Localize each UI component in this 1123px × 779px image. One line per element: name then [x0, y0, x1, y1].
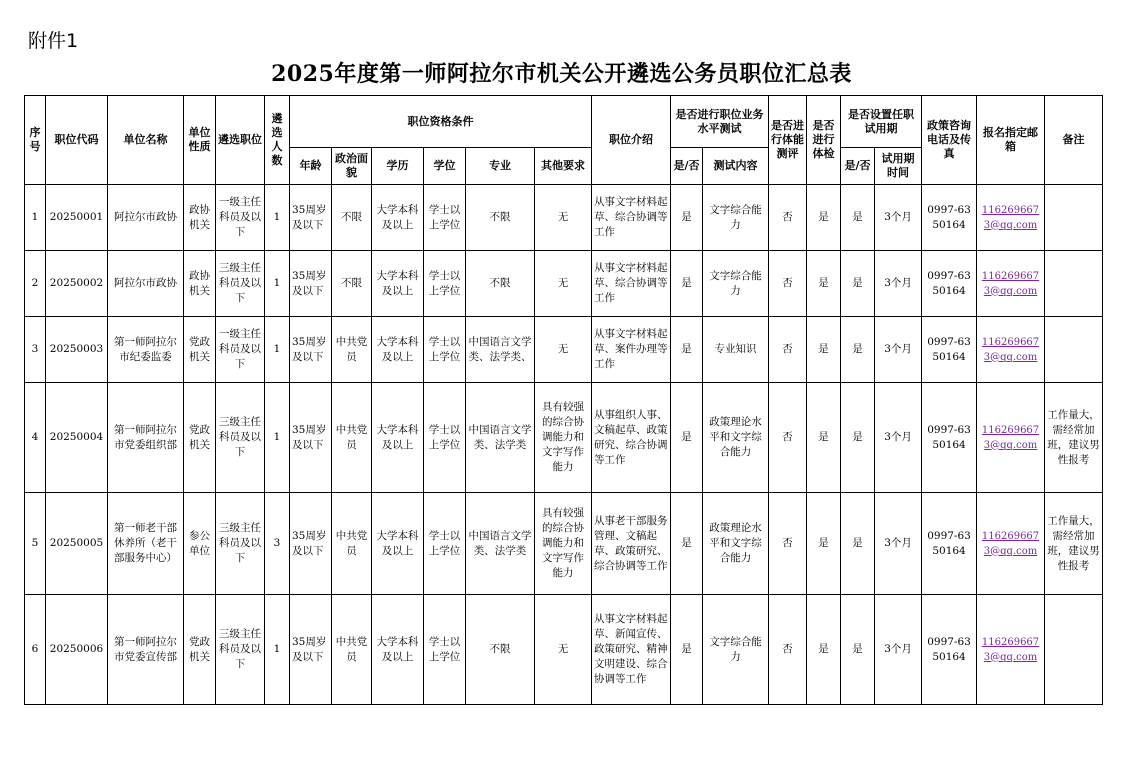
cell-probation: 是: [841, 493, 875, 595]
cell-seq: 4: [25, 383, 46, 493]
header-exam-group: 是否进行职位业务水平测试: [671, 96, 769, 148]
cell-seq: 2: [25, 251, 46, 317]
cell-notes: [1045, 595, 1103, 705]
header-position: 遴选职位: [216, 96, 265, 185]
cell-email: [977, 493, 1045, 595]
cell-major: 不限: [466, 185, 535, 251]
header-phone: 政策咨询电话及传真: [922, 96, 977, 185]
cell-position: 一级主任科员及以下: [216, 185, 265, 251]
cell-education: 大学本科及以上: [372, 493, 424, 595]
header-unit-name: 单位名称: [108, 96, 184, 185]
cell-period: 3个月: [875, 383, 922, 493]
cell-code: 20250001: [46, 185, 108, 251]
cell-count: 1: [265, 383, 290, 493]
table-row: [25, 185, 1103, 251]
cell-exam: 是: [671, 251, 703, 317]
cell-notes: [1045, 251, 1103, 317]
cell-intro: 从事组织人事、文稿起草、政策研究、综合协调等工作: [592, 383, 671, 493]
email-link[interactable]: 1162696673@qq.com: [981, 270, 1040, 297]
attachment-label: 附件1: [28, 30, 79, 52]
header-email: 报名指定邮箱: [977, 96, 1045, 185]
cell-unit: 第一师阿拉尔市纪委监委: [108, 317, 184, 383]
page-title: 2025年度第一师阿拉尔市机关公开遴选公务员职位汇总表: [271, 61, 852, 87]
cell-exam-content: 政策理论水平和文字综合能力: [703, 383, 769, 493]
cell-political: 中共党员: [332, 383, 372, 493]
cell-fitness: 否: [769, 251, 807, 317]
cell-major: 中国语言文学类、法学类: [466, 493, 535, 595]
cell-code: 20250005: [46, 493, 108, 595]
cell-major: 不限: [466, 595, 535, 705]
cell-other: 具有较强的综合协调能力和文字写作能力: [535, 493, 592, 595]
cell-education: 大学本科及以上: [372, 595, 424, 705]
header-physical: 是否进行体检: [807, 96, 841, 185]
cell-exam: 是: [671, 595, 703, 705]
cell-position: 三级主任科员及以下: [216, 595, 265, 705]
cell-exam-content: 专业知识: [703, 317, 769, 383]
header-intro: 职位介绍: [592, 96, 671, 185]
cell-exam-content: 文字综合能力: [703, 251, 769, 317]
cell-intro: 从事老干部服务管理、文稿起草、政策研究、综合协调等工作: [592, 493, 671, 595]
cell-unit: 第一师老干部休养所（老干部服务中心）: [108, 493, 184, 595]
cell-phone: 0997-6350164: [922, 185, 977, 251]
header-unit-type: 单位性质: [184, 96, 216, 185]
cell-other: 具有较强的综合协调能力和文字写作能力: [535, 383, 592, 493]
cell-period: 3个月: [875, 251, 922, 317]
cell-probation: 是: [841, 595, 875, 705]
cell-political: 中共党员: [332, 493, 372, 595]
header-notes: 备注: [1045, 96, 1103, 185]
header-probation-yn: 是/否: [841, 148, 875, 185]
email-link[interactable]: 1162696673@qq.com: [981, 636, 1040, 663]
cell-probation: 是: [841, 185, 875, 251]
cell-exam-content: 政策理论水平和文字综合能力: [703, 493, 769, 595]
cell-education: 大学本科及以上: [372, 185, 424, 251]
cell-position: 三级主任科员及以下: [216, 251, 265, 317]
cell-physical: 是: [807, 185, 841, 251]
cell-age: 35周岁及以下: [290, 595, 332, 705]
cell-count: 1: [265, 317, 290, 383]
cell-degree: 学士以上学位: [424, 251, 466, 317]
cell-notes: [1045, 317, 1103, 383]
cell-count: 1: [265, 595, 290, 705]
cell-fitness: 否: [769, 493, 807, 595]
cell-degree: 学士以上学位: [424, 595, 466, 705]
cell-unit: 阿拉尔市政协: [108, 185, 184, 251]
cell-type: 政协机关: [184, 185, 216, 251]
cell-probation: 是: [841, 317, 875, 383]
table-row: [25, 493, 1103, 595]
cell-count: 1: [265, 185, 290, 251]
email-link[interactable]: 1162696673@qq.com: [981, 204, 1040, 231]
cell-exam: 是: [671, 383, 703, 493]
cell-political: 不限: [332, 251, 372, 317]
cell-physical: 是: [807, 317, 841, 383]
cell-count: 3: [265, 493, 290, 595]
cell-notes: [1045, 185, 1103, 251]
cell-position: 三级主任科员及以下: [216, 493, 265, 595]
positions-table: [24, 95, 1103, 705]
cell-physical: 是: [807, 493, 841, 595]
cell-degree: 学士以上学位: [424, 493, 466, 595]
cell-code: 20250004: [46, 383, 108, 493]
header-count: 遴选人数: [265, 96, 290, 185]
cell-email: [977, 595, 1045, 705]
cell-intro: 从事文字材料起草、综合协调等工作: [592, 251, 671, 317]
header-major: 专业: [466, 148, 535, 185]
cell-period: 3个月: [875, 185, 922, 251]
header-exam-yn: 是/否: [671, 148, 703, 185]
cell-position: 一级主任科员及以下: [216, 317, 265, 383]
cell-exam-content: 文字综合能力: [703, 595, 769, 705]
table-row: [25, 383, 1103, 493]
cell-email: [977, 251, 1045, 317]
header-fitness: 是否进行体能测评: [769, 96, 807, 185]
cell-seq: 3: [25, 317, 46, 383]
cell-phone: 0997-6350164: [922, 251, 977, 317]
cell-position: 三级主任科员及以下: [216, 383, 265, 493]
cell-education: 大学本科及以上: [372, 317, 424, 383]
cell-major: 中国语言文学类、法学类: [466, 383, 535, 493]
cell-period: 3个月: [875, 595, 922, 705]
cell-notes: 工作量大，需经常加班，建议男性报考: [1045, 383, 1103, 493]
cell-intro: 从事文字材料起草、综合协调等工作: [592, 185, 671, 251]
cell-type: 参公单位: [184, 493, 216, 595]
header-degree: 学位: [424, 148, 466, 185]
cell-age: 35周岁及以下: [290, 251, 332, 317]
header-probation-period: 试用期时间: [875, 148, 922, 185]
header-code: 职位代码: [46, 96, 108, 185]
cell-physical: 是: [807, 251, 841, 317]
cell-phone: 0997-6350164: [922, 383, 977, 493]
header-exam-content: 测试内容: [703, 148, 769, 185]
cell-fitness: 否: [769, 185, 807, 251]
cell-age: 35周岁及以下: [290, 493, 332, 595]
cell-age: 35周岁及以下: [290, 383, 332, 493]
cell-fitness: 否: [769, 595, 807, 705]
cell-exam-content: 文字综合能力: [703, 185, 769, 251]
cell-exam: 是: [671, 317, 703, 383]
cell-exam: 是: [671, 185, 703, 251]
cell-phone: 0997-6350164: [922, 493, 977, 595]
cell-code: 20250006: [46, 595, 108, 705]
cell-other: 无: [535, 317, 592, 383]
cell-age: 35周岁及以下: [290, 317, 332, 383]
cell-degree: 学士以上学位: [424, 383, 466, 493]
cell-count: 1: [265, 251, 290, 317]
cell-email: [977, 317, 1045, 383]
cell-type: 党政机关: [184, 317, 216, 383]
table-row: [25, 595, 1103, 705]
table-row: [25, 251, 1103, 317]
cell-major: 不限: [466, 251, 535, 317]
cell-intro: 从事文字材料起草、案件办理等工作: [592, 317, 671, 383]
cell-seq: 6: [25, 595, 46, 705]
cell-other: 无: [535, 595, 592, 705]
cell-notes: 工作量大，需经常加班，建议男性报考: [1045, 493, 1103, 595]
cell-unit: 第一师阿拉尔市党委宣传部: [108, 595, 184, 705]
header-qualifications: 职位资格条件: [290, 96, 592, 148]
email-link[interactable]: 1162696673@qq.com: [981, 530, 1040, 557]
email-link[interactable]: 1162696673@qq.com: [981, 424, 1040, 451]
cell-political: 中共党员: [332, 595, 372, 705]
cell-phone: 0997-6350164: [922, 317, 977, 383]
cell-intro: 从事文字材料起草、新闻宣传、政策研究、精神文明建设、综合协调等工作: [592, 595, 671, 705]
cell-probation: 是: [841, 251, 875, 317]
cell-type: 党政机关: [184, 383, 216, 493]
cell-political: 不限: [332, 185, 372, 251]
cell-type: 政协机关: [184, 251, 216, 317]
cell-email: [977, 383, 1045, 493]
cell-period: 3个月: [875, 317, 922, 383]
cell-period: 3个月: [875, 493, 922, 595]
cell-code: 20250003: [46, 317, 108, 383]
cell-degree: 学士以上学位: [424, 185, 466, 251]
cell-exam: 是: [671, 493, 703, 595]
cell-education: 大学本科及以上: [372, 383, 424, 493]
header-seq: 序号: [25, 96, 46, 185]
header-education: 学历: [372, 148, 424, 185]
header-political: 政治面貌: [332, 148, 372, 185]
cell-seq: 1: [25, 185, 46, 251]
cell-fitness: 否: [769, 383, 807, 493]
cell-degree: 学士以上学位: [424, 317, 466, 383]
header-other: 其他要求: [535, 148, 592, 185]
cell-other: 无: [535, 251, 592, 317]
cell-seq: 5: [25, 493, 46, 595]
cell-physical: 是: [807, 383, 841, 493]
cell-code: 20250002: [46, 251, 108, 317]
cell-major: 中国语言文学类、法学类、: [466, 317, 535, 383]
cell-type: 党政机关: [184, 595, 216, 705]
cell-physical: 是: [807, 595, 841, 705]
cell-unit: 第一师阿拉尔市党委组织部: [108, 383, 184, 493]
cell-email: [977, 185, 1045, 251]
cell-other: 无: [535, 185, 592, 251]
header-age: 年龄: [290, 148, 332, 185]
cell-phone: 0997-6350164: [922, 595, 977, 705]
table-row: [25, 317, 1103, 383]
cell-political: 中共党员: [332, 317, 372, 383]
email-link[interactable]: 1162696673@qq.com: [981, 336, 1040, 363]
header-probation-group: 是否设置任职试用期: [841, 96, 922, 148]
cell-unit: 阿拉尔市政协: [108, 251, 184, 317]
cell-age: 35周岁及以下: [290, 185, 332, 251]
cell-education: 大学本科及以上: [372, 251, 424, 317]
cell-probation: 是: [841, 383, 875, 493]
cell-fitness: 否: [769, 317, 807, 383]
